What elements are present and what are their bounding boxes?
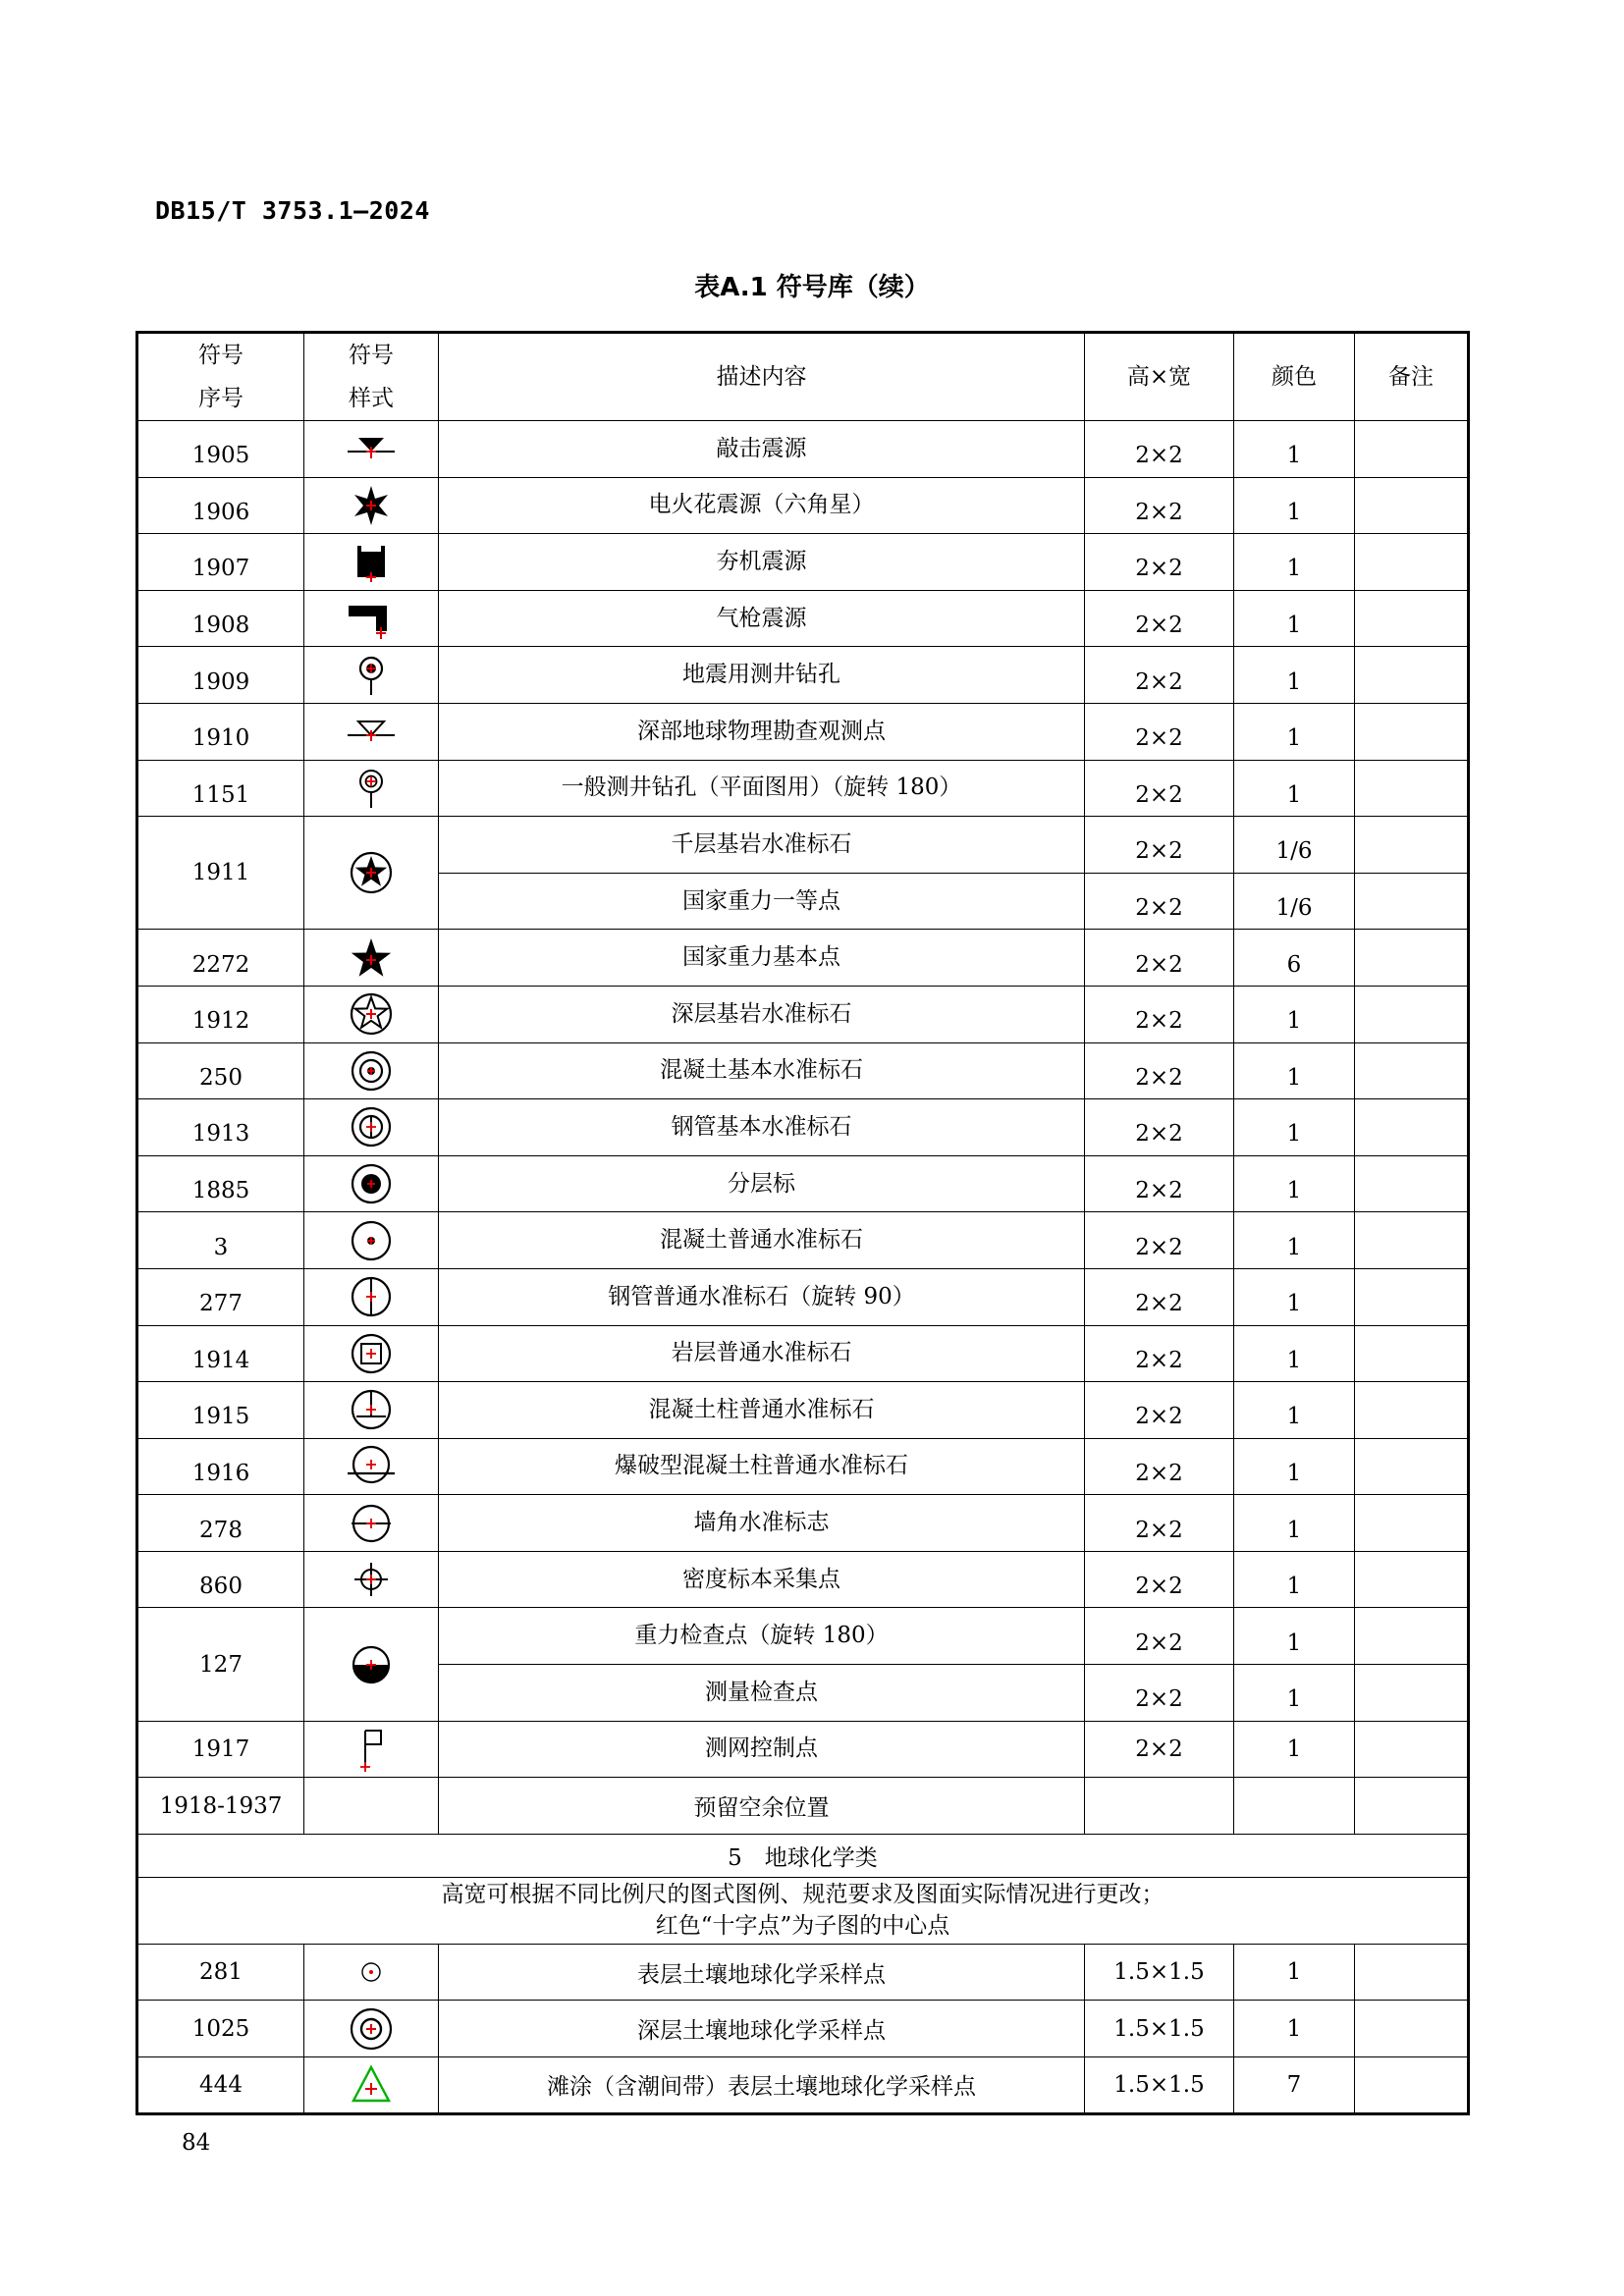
symbol-cell <box>304 590 439 647</box>
header-color: 颜色 <box>1234 333 1355 421</box>
color-cell <box>1234 1778 1355 1835</box>
remark-cell <box>1355 1099 1469 1156</box>
remark-cell <box>1355 1608 1469 1665</box>
color-cell: 1 <box>1234 477 1355 534</box>
symbol-cell <box>304 1495 439 1552</box>
remark-cell <box>1355 1495 1469 1552</box>
seq-cell: 1905 <box>137 421 304 478</box>
size-cell: 2×2 <box>1085 1042 1234 1099</box>
seq-cell: 1885 <box>137 1155 304 1212</box>
seq-cell: 1912 <box>137 986 304 1042</box>
desc-cell: 敲击震源 <box>439 421 1085 478</box>
desc-cell: 钢管普通水准标石（旋转 90） <box>439 1268 1085 1325</box>
table-row <box>137 2001 1469 2057</box>
header-size: 高×宽 <box>1085 333 1234 421</box>
steel-pipe-ordinary-benchmark-icon <box>347 1272 396 1321</box>
symbol-cell <box>304 1325 439 1382</box>
flag-control-point-icon <box>352 1725 391 1774</box>
size-cell: 2×2 <box>1085 930 1234 987</box>
seq-cell: 1910 <box>137 703 304 760</box>
seq-cell: 127 <box>137 1608 304 1721</box>
desc-cell: 重力检查点（旋转 180） <box>439 1608 1085 1665</box>
surface-soil-sample-icon <box>352 1952 391 1992</box>
color-cell: 1 <box>1234 1382 1355 1439</box>
size-cell: 2×2 <box>1085 817 1234 874</box>
remark-cell <box>1355 1665 1469 1722</box>
concrete-ordinary-benchmark-icon <box>347 1216 396 1265</box>
size-cell: 2×2 <box>1085 1665 1234 1722</box>
symbol-cell <box>304 1721 439 1778</box>
color-cell: 6 <box>1234 930 1355 987</box>
table-row <box>137 930 1469 987</box>
symbol-cell <box>304 2057 439 2114</box>
color-cell: 1 <box>1234 986 1355 1042</box>
symbol-cell <box>304 1212 439 1269</box>
size-cell: 1.5×1.5 <box>1085 2057 1234 2114</box>
section-row <box>137 1834 1469 1877</box>
color-cell: 1 <box>1234 1495 1355 1552</box>
symbol-cell <box>304 477 439 534</box>
table-row <box>137 760 1469 817</box>
remark-cell <box>1355 2057 1469 2114</box>
remark-cell <box>1355 2001 1469 2057</box>
remark-cell <box>1355 421 1469 478</box>
seq-cell: 2272 <box>137 930 304 987</box>
seq-cell: 860 <box>137 1551 304 1608</box>
desc-cell: 岩层普通水准标石 <box>439 1325 1085 1382</box>
desc-cell: 电火花震源（六角星） <box>439 477 1085 534</box>
color-cell: 1 <box>1234 1268 1355 1325</box>
desc-cell: 深部地球物理勘查观测点 <box>439 703 1085 760</box>
remark-cell <box>1355 703 1469 760</box>
size-cell: 2×2 <box>1085 1608 1234 1665</box>
size-cell: 2×2 <box>1085 1268 1234 1325</box>
desc-cell: 深层土壤地球化学采样点 <box>439 2001 1085 2057</box>
color-cell: 1 <box>1234 590 1355 647</box>
size-cell: 2×2 <box>1085 1325 1234 1382</box>
page-number: 84 <box>182 2130 211 2156</box>
symbol-cell <box>304 760 439 817</box>
size-cell: 1.5×1.5 <box>1085 1944 1234 2001</box>
concrete-benchmark-icon <box>347 1046 396 1095</box>
table-title: 表A.1 符号库（续） <box>694 273 930 302</box>
color-cell: 1/6 <box>1234 817 1355 874</box>
color-cell: 1 <box>1234 647 1355 704</box>
desc-cell: 千层基岩水准标石 <box>439 817 1085 874</box>
table-row <box>137 1438 1469 1495</box>
desc-cell: 分层标 <box>439 1155 1085 1212</box>
remark-cell <box>1355 1382 1469 1439</box>
table-row <box>137 1608 1469 1665</box>
desc-cell: 一般测井钻孔（平面图用）（旋转 180） <box>439 760 1085 817</box>
table-row <box>137 1099 1469 1156</box>
remark-cell <box>1355 1212 1469 1269</box>
color-cell: 1 <box>1234 760 1355 817</box>
remark-cell <box>1355 1438 1469 1495</box>
desc-cell: 国家重力一等点 <box>439 873 1085 930</box>
table-row <box>137 421 1469 478</box>
size-cell: 2×2 <box>1085 647 1234 704</box>
desc-cell: 爆破型混凝土柱普通水准标石 <box>439 1438 1085 1495</box>
seq-cell: 1909 <box>137 647 304 704</box>
color-cell: 1 <box>1234 1438 1355 1495</box>
percussion-source-icon <box>342 429 401 468</box>
desc-cell: 混凝土基本水准标石 <box>439 1042 1085 1099</box>
desc-cell: 测量检查点 <box>439 1665 1085 1722</box>
size-cell: 2×2 <box>1085 477 1234 534</box>
symbol-library-table <box>135 331 1470 2115</box>
remark-cell <box>1355 1721 1469 1778</box>
remark-cell <box>1355 477 1469 534</box>
density-sampling-point-icon <box>347 1555 396 1604</box>
symbol-cell <box>304 1042 439 1099</box>
table-row <box>137 647 1469 704</box>
seq-cell: 1911 <box>137 817 304 930</box>
remark-cell <box>1355 1325 1469 1382</box>
remark-cell <box>1355 1042 1469 1099</box>
deep-soil-sample-icon <box>347 2004 396 2054</box>
symbol-cell <box>304 2001 439 2057</box>
concrete-column-benchmark-icon <box>347 1385 396 1434</box>
seq-cell: 1918-1937 <box>137 1778 304 1835</box>
remark-cell <box>1355 1155 1469 1212</box>
rammer-source-icon <box>347 539 396 584</box>
desc-cell: 密度标本采集点 <box>439 1551 1085 1608</box>
seq-cell: 1906 <box>137 477 304 534</box>
half-filled-circle-icon <box>347 1640 396 1689</box>
color-cell: 1 <box>1234 1042 1355 1099</box>
symbol-cell <box>304 1944 439 2001</box>
desc-cell: 墙角水准标志 <box>439 1495 1085 1552</box>
color-cell: 1 <box>1234 1721 1355 1778</box>
remark-cell <box>1355 590 1469 647</box>
size-cell: 2×2 <box>1085 1721 1234 1778</box>
symbol-cell <box>304 1268 439 1325</box>
symbol-cell <box>304 647 439 704</box>
color-cell: 1 <box>1234 1212 1355 1269</box>
desc-cell: 表层土壤地球化学采样点 <box>439 1944 1085 2001</box>
symbol-cell <box>304 817 439 930</box>
desc-cell: 夯机震源 <box>439 534 1085 591</box>
rock-ordinary-benchmark-icon <box>347 1329 396 1378</box>
symbol-cell <box>304 1608 439 1721</box>
color-cell: 1 <box>1234 703 1355 760</box>
table-row <box>137 534 1469 591</box>
size-cell: 2×2 <box>1085 1099 1234 1156</box>
symbol-cell <box>304 930 439 987</box>
remark-cell <box>1355 873 1469 930</box>
color-cell: 7 <box>1234 2057 1355 2114</box>
seq-cell: 278 <box>137 1495 304 1552</box>
outline-star-in-circle-icon <box>347 989 396 1039</box>
table-row <box>137 1042 1469 1099</box>
color-cell: 1 <box>1234 2001 1355 2057</box>
color-cell: 1 <box>1234 1099 1355 1156</box>
remark-cell <box>1355 986 1469 1042</box>
size-cell <box>1085 1778 1234 1835</box>
seq-cell: 250 <box>137 1042 304 1099</box>
size-cell: 2×2 <box>1085 760 1234 817</box>
symbol-cell <box>304 986 439 1042</box>
desc-cell: 国家重力基本点 <box>439 930 1085 987</box>
seq-cell: 1908 <box>137 590 304 647</box>
size-cell: 2×2 <box>1085 1438 1234 1495</box>
seq-cell: 444 <box>137 2057 304 2114</box>
size-cell: 2×2 <box>1085 703 1234 760</box>
table-row <box>137 986 1469 1042</box>
color-cell: 1 <box>1234 1608 1355 1665</box>
symbol-cell <box>304 534 439 591</box>
hexagram-spark-source-icon <box>347 483 396 528</box>
color-cell: 1 <box>1234 1944 1355 2001</box>
blasting-column-benchmark-icon <box>344 1442 399 1491</box>
desc-cell: 深层基岩水准标石 <box>439 986 1085 1042</box>
remark-cell <box>1355 760 1469 817</box>
seq-cell: 1915 <box>137 1382 304 1439</box>
table-row <box>137 1268 1469 1325</box>
symbol-cell <box>304 703 439 760</box>
table-row <box>137 1155 1469 1212</box>
header-remark: 备注 <box>1355 333 1469 421</box>
solid-star-icon <box>347 935 396 981</box>
color-cell: 1 <box>1234 1325 1355 1382</box>
size-cell: 2×2 <box>1085 1551 1234 1608</box>
desc-cell: 气枪震源 <box>439 590 1085 647</box>
size-cell: 1.5×1.5 <box>1085 2001 1234 2057</box>
document-code: DB15/T 3753.1—2024 <box>155 196 430 225</box>
table-row <box>137 1212 1469 1269</box>
seq-cell: 1917 <box>137 1721 304 1778</box>
layered-marker-icon <box>347 1159 396 1208</box>
size-cell: 2×2 <box>1085 534 1234 591</box>
symbol-cell <box>304 1155 439 1212</box>
general-well-borehole-icon <box>352 765 391 812</box>
table-row <box>137 1778 1469 1835</box>
green-triangle-sample-icon <box>347 2062 396 2108</box>
table-header-row <box>137 333 1469 421</box>
size-cell: 2×2 <box>1085 590 1234 647</box>
desc-cell: 滩涂（含潮间带）表层土壤地球化学采样点 <box>439 2057 1085 2114</box>
section-title: 5 地球化学类 <box>137 1834 1469 1877</box>
color-cell: 1 <box>1234 421 1355 478</box>
table-row <box>137 1495 1469 1552</box>
deep-geophysical-station-icon <box>342 712 401 751</box>
table-row <box>137 703 1469 760</box>
table-row <box>137 1551 1469 1608</box>
header-desc: 描述内容 <box>439 333 1085 421</box>
seq-cell: 1916 <box>137 1438 304 1495</box>
table-row <box>137 2057 1469 2114</box>
color-cell: 1 <box>1234 1155 1355 1212</box>
table-row <box>137 1325 1469 1382</box>
section-note: 高宽可根据不同比例尺的图式图例、规范要求及图面实际情况进行更改； 红色“十字点”为子图的中心点 <box>137 1877 1469 1944</box>
size-cell: 2×2 <box>1085 421 1234 478</box>
color-cell: 1 <box>1234 1551 1355 1608</box>
symbol-cell <box>304 1438 439 1495</box>
table-row <box>137 1721 1469 1778</box>
wall-corner-level-mark-icon <box>347 1499 396 1548</box>
table-row <box>137 1382 1469 1439</box>
size-cell: 2×2 <box>1085 986 1234 1042</box>
remark-cell <box>1355 534 1469 591</box>
remark-cell <box>1355 1551 1469 1608</box>
table-row <box>137 1944 1469 2001</box>
airgun-source-icon <box>344 596 399 641</box>
steel-pipe-benchmark-icon <box>347 1102 396 1151</box>
color-cell: 1 <box>1234 534 1355 591</box>
remark-cell <box>1355 647 1469 704</box>
seq-cell: 277 <box>137 1268 304 1325</box>
size-cell: 2×2 <box>1085 1495 1234 1552</box>
size-cell: 2×2 <box>1085 1382 1234 1439</box>
seq-cell: 1913 <box>137 1099 304 1156</box>
remark-cell <box>1355 817 1469 874</box>
remark-cell <box>1355 1778 1469 1835</box>
symbol-cell <box>304 1382 439 1439</box>
desc-cell: 地震用测井钻孔 <box>439 647 1085 704</box>
header-style: 符号 样式 <box>304 333 439 421</box>
size-cell: 2×2 <box>1085 873 1234 930</box>
desc-cell: 混凝土普通水准标石 <box>439 1212 1085 1269</box>
table-row <box>137 817 1469 874</box>
seq-cell: 1914 <box>137 1325 304 1382</box>
symbol-cell <box>304 421 439 478</box>
color-cell: 1/6 <box>1234 873 1355 930</box>
size-cell: 2×2 <box>1085 1212 1234 1269</box>
header-seq: 符号 序号 <box>137 333 304 421</box>
symbol-cell <box>304 1099 439 1156</box>
desc-cell: 钢管基本水准标石 <box>439 1099 1085 1156</box>
note-row <box>137 1877 1469 1944</box>
table-row <box>137 477 1469 534</box>
color-cell: 1 <box>1234 1665 1355 1722</box>
symbol-cell <box>304 1778 439 1835</box>
seq-cell: 1907 <box>137 534 304 591</box>
remark-cell <box>1355 1268 1469 1325</box>
symbol-cell <box>304 1551 439 1608</box>
seismic-well-borehole-icon <box>352 652 391 699</box>
table-row <box>137 590 1469 647</box>
desc-cell: 混凝土柱普通水准标石 <box>439 1382 1085 1439</box>
seq-cell: 281 <box>137 1944 304 2001</box>
size-cell: 2×2 <box>1085 1155 1234 1212</box>
seq-cell: 1025 <box>137 2001 304 2057</box>
remark-cell <box>1355 1944 1469 2001</box>
star-in-circle-icon <box>347 848 396 897</box>
desc-cell: 测网控制点 <box>439 1721 1085 1778</box>
remark-cell <box>1355 930 1469 987</box>
seq-cell: 1151 <box>137 760 304 817</box>
seq-cell: 3 <box>137 1212 304 1269</box>
desc-cell: 预留空余位置 <box>439 1778 1085 1835</box>
